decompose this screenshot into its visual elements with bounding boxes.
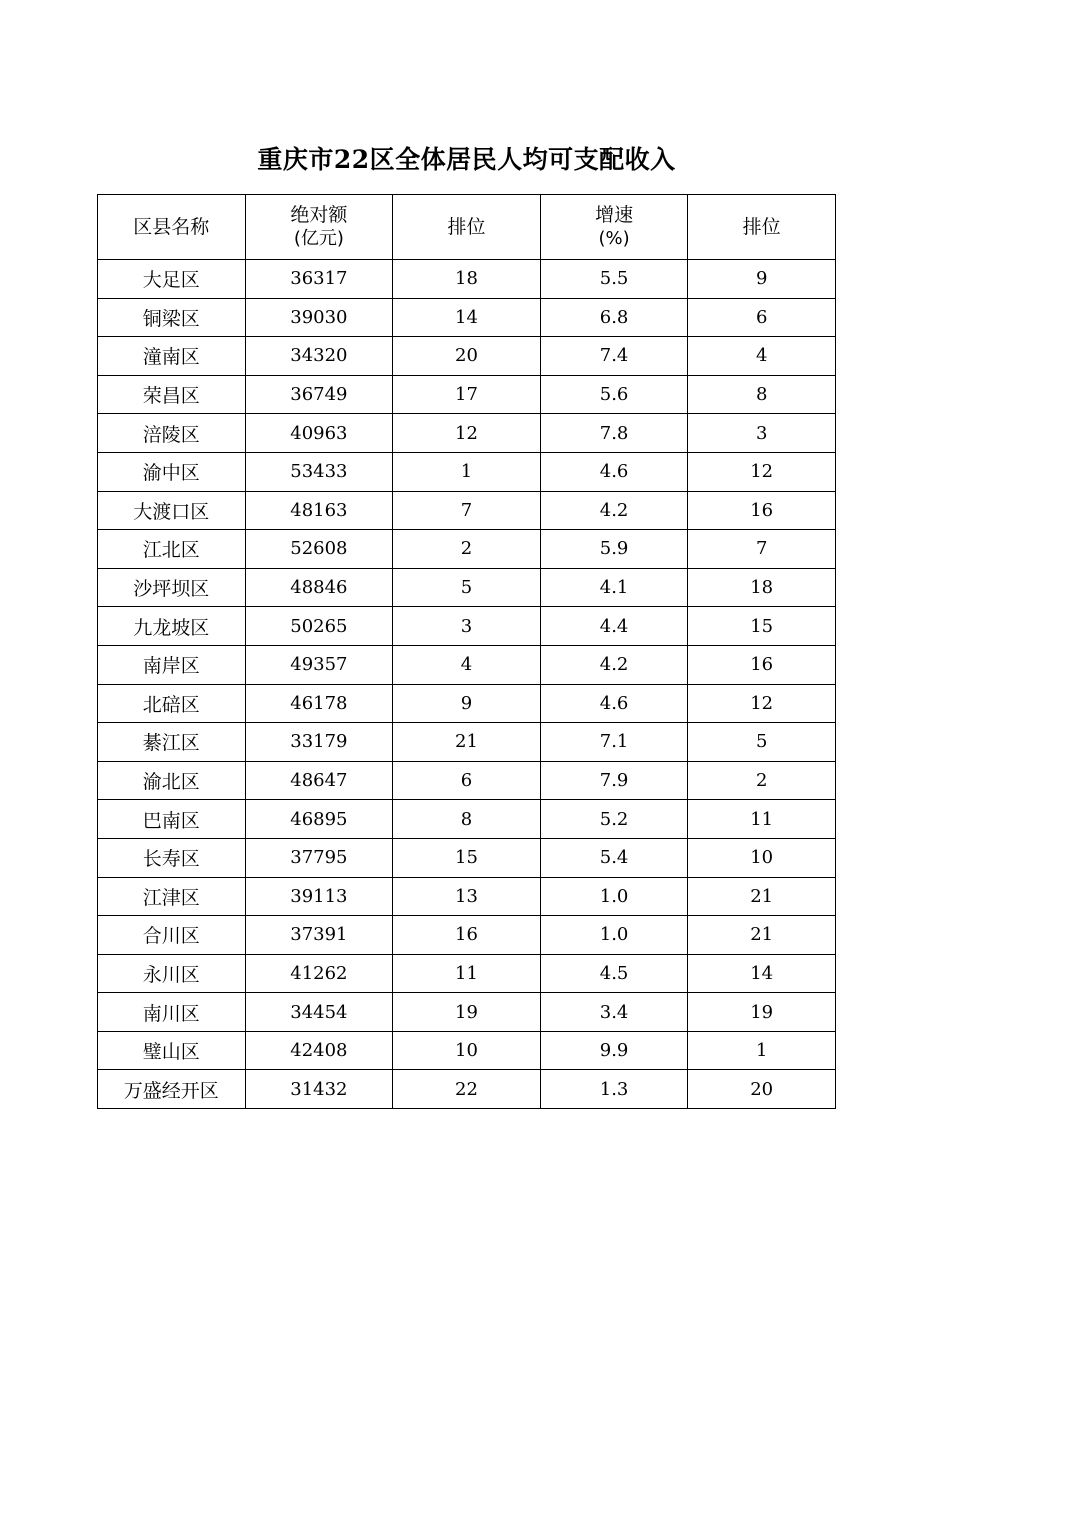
growth-rank-cell: 19 — [688, 993, 836, 1032]
header-amount-rank: 排位 — [393, 195, 541, 260]
growth-cell: 5.4 — [540, 838, 688, 877]
amount-rank-cell: 19 — [393, 993, 541, 1032]
growth-rank-cell: 16 — [688, 491, 836, 530]
district-name-cell: 九龙坡区 — [98, 607, 246, 646]
amount-cell: 52608 — [245, 530, 393, 569]
district-name-cell: 渝北区 — [98, 761, 246, 800]
table-row — [98, 607, 836, 646]
district-name-cell: 涪陵区 — [98, 414, 246, 453]
amount-cell: 50265 — [245, 607, 393, 646]
growth-rank-cell: 16 — [688, 645, 836, 684]
district-name-cell: 万盛经开区 — [98, 1070, 246, 1109]
amount-cell: 31432 — [245, 1070, 393, 1109]
amount-rank-cell: 22 — [393, 1070, 541, 1109]
amount-rank-cell: 13 — [393, 877, 541, 916]
growth-rank-cell: 3 — [688, 414, 836, 453]
amount-cell: 41262 — [245, 954, 393, 993]
amount-rank-cell: 11 — [393, 954, 541, 993]
growth-rank-cell: 21 — [688, 877, 836, 916]
district-name-cell: 永川区 — [98, 954, 246, 993]
growth-rank-cell: 2 — [688, 761, 836, 800]
header-amount-label: 绝对额 — [290, 204, 348, 226]
growth-cell: 4.2 — [540, 645, 688, 684]
amount-cell: 36317 — [245, 260, 393, 299]
amount-cell: 40963 — [245, 414, 393, 453]
growth-rank-cell: 4 — [688, 337, 836, 376]
amount-rank-cell: 7 — [393, 491, 541, 530]
amount-cell: 33179 — [245, 723, 393, 762]
growth-cell: 4.5 — [540, 954, 688, 993]
growth-cell: 7.1 — [540, 723, 688, 762]
table-row — [98, 761, 836, 800]
growth-rank-cell: 21 — [688, 916, 836, 955]
district-name-cell: 铜梁区 — [98, 298, 246, 337]
table-row — [98, 954, 836, 993]
amount-cell: 48647 — [245, 761, 393, 800]
table-row — [98, 452, 836, 491]
table-row — [98, 375, 836, 414]
table-row — [98, 414, 836, 453]
district-name-cell: 南川区 — [98, 993, 246, 1032]
page-title: 重庆市22区全体居民人均可支配收入 — [257, 145, 676, 174]
amount-cell: 49357 — [245, 645, 393, 684]
district-name-cell: 长寿区 — [98, 838, 246, 877]
growth-rank-cell: 15 — [688, 607, 836, 646]
table-row — [98, 993, 836, 1032]
district-name-cell: 沙坪坝区 — [98, 568, 246, 607]
amount-cell: 42408 — [245, 1031, 393, 1070]
header-amount-unit: (亿元) — [293, 228, 344, 249]
amount-rank-cell: 21 — [393, 723, 541, 762]
amount-cell: 39113 — [245, 877, 393, 916]
district-name-cell: 合川区 — [98, 916, 246, 955]
growth-rank-cell: 12 — [688, 684, 836, 723]
table-row — [98, 1070, 836, 1109]
amount-rank-cell: 18 — [393, 260, 541, 299]
district-name-cell: 渝中区 — [98, 452, 246, 491]
growth-cell: 4.2 — [540, 491, 688, 530]
growth-rank-cell: 1 — [688, 1031, 836, 1070]
growth-cell: 3.4 — [540, 993, 688, 1032]
district-name-cell: 南岸区 — [98, 645, 246, 684]
growth-cell: 5.6 — [540, 375, 688, 414]
growth-cell: 6.8 — [540, 298, 688, 337]
growth-rank-cell: 18 — [688, 568, 836, 607]
amount-cell: 34454 — [245, 993, 393, 1032]
amount-rank-cell: 3 — [393, 607, 541, 646]
growth-cell: 9.9 — [540, 1031, 688, 1070]
amount-rank-cell: 6 — [393, 761, 541, 800]
amount-rank-cell: 5 — [393, 568, 541, 607]
growth-cell: 1.3 — [540, 1070, 688, 1109]
district-name-cell: 璧山区 — [98, 1031, 246, 1070]
amount-rank-cell: 20 — [393, 337, 541, 376]
growth-rank-cell: 7 — [688, 530, 836, 569]
table-row — [98, 568, 836, 607]
growth-rank-cell: 5 — [688, 723, 836, 762]
amount-rank-cell: 4 — [393, 645, 541, 684]
amount-rank-cell: 8 — [393, 800, 541, 839]
table-header-row — [98, 195, 836, 260]
district-name-cell: 荣昌区 — [98, 375, 246, 414]
growth-rank-cell: 8 — [688, 375, 836, 414]
amount-rank-cell: 15 — [393, 838, 541, 877]
header-district: 区县名称 — [98, 195, 246, 260]
district-name-cell: 大渡口区 — [98, 491, 246, 530]
table-row — [98, 260, 836, 299]
growth-cell: 4.1 — [540, 568, 688, 607]
table-row — [98, 337, 836, 376]
amount-rank-cell: 16 — [393, 916, 541, 955]
growth-cell: 5.9 — [540, 530, 688, 569]
amount-cell: 34320 — [245, 337, 393, 376]
amount-cell: 53433 — [245, 452, 393, 491]
amount-cell: 36749 — [245, 375, 393, 414]
district-name-cell: 江津区 — [98, 877, 246, 916]
table-row — [98, 800, 836, 839]
header-growth — [540, 195, 688, 260]
growth-cell: 5.5 — [540, 260, 688, 299]
growth-cell: 7.9 — [540, 761, 688, 800]
amount-rank-cell: 10 — [393, 1031, 541, 1070]
table-row — [98, 1031, 836, 1070]
table-row — [98, 491, 836, 530]
amount-rank-cell: 2 — [393, 530, 541, 569]
amount-cell: 48163 — [245, 491, 393, 530]
amount-cell: 48846 — [245, 568, 393, 607]
amount-cell: 37795 — [245, 838, 393, 877]
header-growth-unit: (%) — [598, 228, 630, 249]
amount-rank-cell: 12 — [393, 414, 541, 453]
growth-cell: 4.6 — [540, 452, 688, 491]
header-growth-rank: 排位 — [688, 195, 836, 260]
amount-rank-cell: 1 — [393, 452, 541, 491]
growth-rank-cell: 10 — [688, 838, 836, 877]
amount-rank-cell: 17 — [393, 375, 541, 414]
growth-rank-cell: 20 — [688, 1070, 836, 1109]
amount-rank-cell: 14 — [393, 298, 541, 337]
district-name-cell: 潼南区 — [98, 337, 246, 376]
table-body — [98, 260, 836, 1109]
header-amount — [245, 195, 393, 260]
district-name-cell: 大足区 — [98, 260, 246, 299]
growth-rank-cell: 9 — [688, 260, 836, 299]
table-row — [98, 530, 836, 569]
table-row — [98, 298, 836, 337]
growth-cell: 5.2 — [540, 800, 688, 839]
table-row — [98, 684, 836, 723]
amount-cell: 37391 — [245, 916, 393, 955]
table-row — [98, 838, 836, 877]
district-name-cell: 江北区 — [98, 530, 246, 569]
growth-cell: 1.0 — [540, 916, 688, 955]
table-row — [98, 645, 836, 684]
growth-rank-cell: 14 — [688, 954, 836, 993]
income-table — [97, 194, 836, 1109]
amount-rank-cell: 9 — [393, 684, 541, 723]
growth-rank-cell: 12 — [688, 452, 836, 491]
growth-cell: 7.4 — [540, 337, 688, 376]
growth-rank-cell: 11 — [688, 800, 836, 839]
table-row — [98, 723, 836, 762]
header-growth-label: 增速 — [595, 204, 634, 226]
growth-cell: 4.4 — [540, 607, 688, 646]
table-row — [98, 916, 836, 955]
district-name-cell: 巴南区 — [98, 800, 246, 839]
amount-cell: 46178 — [245, 684, 393, 723]
growth-cell: 7.8 — [540, 414, 688, 453]
growth-cell: 4.6 — [540, 684, 688, 723]
growth-cell: 1.0 — [540, 877, 688, 916]
amount-cell: 46895 — [245, 800, 393, 839]
district-name-cell: 綦江区 — [98, 723, 246, 762]
growth-rank-cell: 6 — [688, 298, 836, 337]
district-name-cell: 北碚区 — [98, 684, 246, 723]
table-row — [98, 877, 836, 916]
amount-cell: 39030 — [245, 298, 393, 337]
